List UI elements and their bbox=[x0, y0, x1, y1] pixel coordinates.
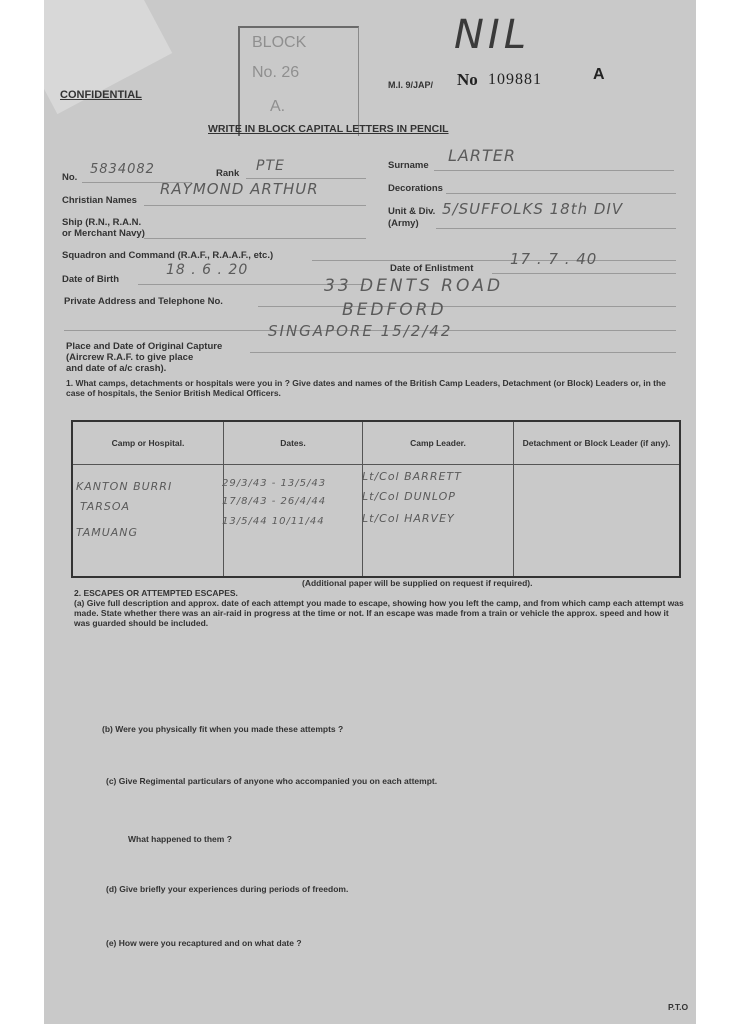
dob-label: Date of Birth bbox=[62, 274, 119, 285]
christian-names-value: RAYMOND ARTHUR bbox=[160, 180, 319, 198]
section2-note: (Additional paper will be supplied on request if required). bbox=[302, 578, 533, 588]
question-e: (e) How were you recaptured and on what date ? bbox=[106, 938, 302, 948]
stamp-line-2: No. 26 bbox=[252, 64, 300, 81]
squadron-label: Squadron and Command (R.A.F., R.A.A.F., etc.) bbox=[62, 250, 274, 261]
dates-row-2: 17/8/43 - 26/4/44 bbox=[222, 496, 327, 507]
col-detachment-header: Detachment or Block Leader (if any). bbox=[514, 421, 681, 465]
dob-value: 18 . 6 . 20 bbox=[166, 262, 249, 278]
camp-row-1: KANTON BURRI bbox=[76, 480, 173, 493]
capture-label-1: Place and Date of Original Capture bbox=[66, 341, 223, 352]
stamp-line-1: BLOCK bbox=[252, 34, 307, 51]
pencil-instruction: WRITE IN BLOCK CAPITAL LETTERS IN PENCIL bbox=[208, 123, 449, 135]
col-camp-header: Camp or Hospital. bbox=[72, 421, 224, 465]
rank-value: PTE bbox=[256, 158, 285, 174]
question-b: (b) Were you physically fit when you made these attempts ? bbox=[102, 724, 344, 734]
christian-names-label: Christian Names bbox=[62, 195, 137, 206]
section1-question: 1. What camps, detachments or hospitals were you in ? Give dates and names of the British Camp Leaders, Detachment (or Block) Leaders or, in the case of hospitals, the Senior British Medical Officers. bbox=[66, 378, 666, 398]
surname-label: Surname bbox=[388, 160, 429, 171]
ship-label-1: Ship (R.N., R.A.N. bbox=[62, 217, 142, 228]
capture-label-3: and date of a/c crash). bbox=[66, 363, 167, 374]
question-c-followup: What happened to them ? bbox=[128, 834, 232, 844]
address-label: Private Address and Telephone No. bbox=[64, 296, 223, 307]
dates-row-3: 13/5/44 10/11/44 bbox=[222, 516, 325, 527]
no-label: No. bbox=[62, 172, 78, 183]
confidential-label: CONFIDENTIAL bbox=[60, 89, 142, 101]
dates-row-1: 29/3/43 - 13/5/43 bbox=[222, 478, 327, 489]
col-dates-header: Dates. bbox=[224, 421, 363, 465]
question-d: (d) Give briefly your experiences during periods of freedom. bbox=[106, 884, 349, 894]
pto-label: P.T.O bbox=[668, 1002, 689, 1012]
serial-suffix: A bbox=[593, 66, 605, 83]
surname-value: LARTER bbox=[448, 146, 516, 165]
leader-row-3: Lt/Col HARVEY bbox=[362, 512, 455, 525]
capture-value: SINGAPORE 15/2/42 bbox=[268, 322, 453, 340]
col-leader-header: Camp Leader. bbox=[363, 421, 514, 465]
ship-label-2: or Merchant Navy) bbox=[62, 228, 145, 239]
form-sheet bbox=[44, 0, 696, 1024]
stamp-line-3: A. bbox=[270, 98, 286, 115]
serial-prefix: No bbox=[457, 70, 478, 89]
handwritten-nil: NIL bbox=[454, 12, 531, 58]
decorations-label: Decorations bbox=[388, 183, 443, 194]
camp-row-2: TARSOA bbox=[80, 500, 131, 513]
block-stamp bbox=[238, 26, 359, 136]
form-reference: M.I. 9/JAP/ bbox=[388, 80, 434, 90]
leader-row-2: Lt/Col DUNLOP bbox=[362, 490, 456, 503]
leader-row-1: Lt/Col BARRETT bbox=[362, 470, 462, 483]
unit-label-1: Unit & Div. bbox=[388, 206, 436, 217]
rank-label: Rank bbox=[216, 168, 240, 179]
camp-row-3: TAMUANG bbox=[76, 526, 139, 539]
service-number-value: 5834082 bbox=[90, 162, 155, 177]
capture-label-2: (Aircrew R.A.F. to give place bbox=[66, 352, 194, 363]
unit-label-2: (Army) bbox=[388, 218, 419, 229]
address-line-1: 33 DENTS ROAD bbox=[324, 276, 504, 296]
question-c: (c) Give Regimental particulars of anyone who accompanied you on each attempt. bbox=[106, 776, 438, 786]
serial-number: 109881 bbox=[488, 71, 542, 88]
section2-title: 2. ESCAPES OR ATTEMPTED ESCAPES. bbox=[74, 588, 238, 598]
question-a: (a) Give full description and approx. date of each attempt you made to escape, showing how you left the camp, and from which camp each attempt was made. State whether there was an air-raid in progress at the time or not. If an escape was made from a train or vehicle the approx. speed and how it was guarded should be included. bbox=[74, 598, 684, 628]
enlistment-label: Date of Enlistment bbox=[390, 263, 474, 274]
unit-value: 5/SUFFOLKS 18th DIV bbox=[442, 200, 624, 218]
address-line-2: BEDFORD bbox=[342, 300, 447, 320]
enlistment-value: 17 . 7 . 40 bbox=[510, 250, 598, 268]
